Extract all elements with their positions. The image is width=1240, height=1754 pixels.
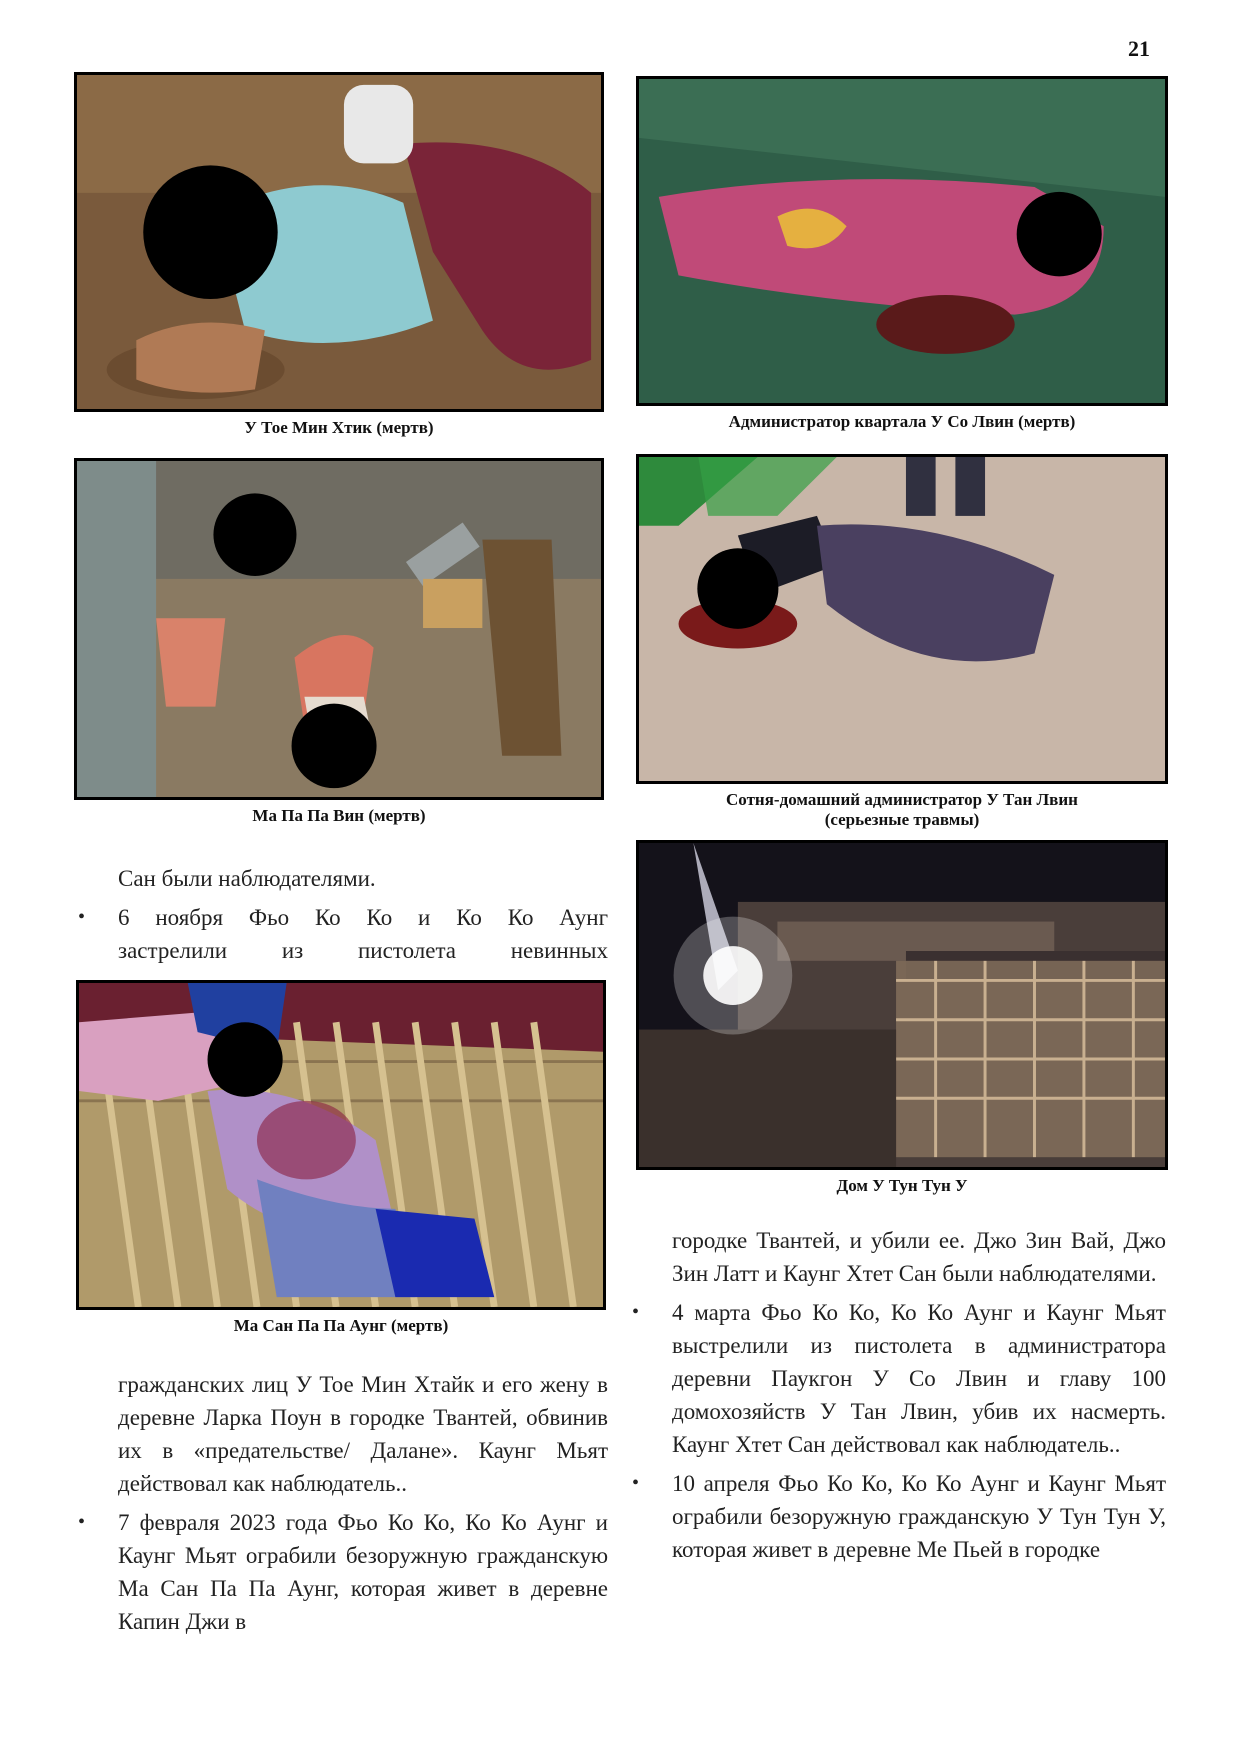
photo-ma-pa-pa-win <box>74 458 604 800</box>
bullet-symbol: • <box>632 1301 640 1323</box>
photo-u-than-lwin <box>636 454 1168 784</box>
bullet-symbol: • <box>78 1511 86 1533</box>
face-blur-circle <box>213 493 296 576</box>
paragraph-continuation: городке Твантей, и убили ее. Джо Зин Вай, Джо Зин Латт и Каунг Хтет Сан были наблюдателями. <box>672 1228 1166 1286</box>
bullet-item <box>632 1467 1166 1566</box>
right-text <box>632 1224 1166 1566</box>
face-blur-circle <box>208 1022 283 1097</box>
photo-u-toe-min-htik <box>74 72 604 412</box>
face-blur-circle <box>1017 192 1102 276</box>
page-number: 21 <box>1128 36 1150 61</box>
photo-ma-san-pa-pa-aung <box>76 980 606 1310</box>
caption-line: (серьезные травмы) <box>824 810 980 829</box>
face-blur-circle <box>292 704 377 788</box>
bullet-text: 10 апреля Фьо Ко Ко, Ко Ко Аунг и Каунг Мьят ограбили безоружную гражданскую У Тун Тун У, которая живет в деревне Ме Пьей в городке <box>672 1471 1166 1562</box>
left-text-bottom <box>78 1368 608 1638</box>
bullet-symbol: • <box>632 1472 640 1494</box>
bullet-item <box>78 901 608 967</box>
face-blur-circle <box>143 165 277 299</box>
face-blur-circle <box>697 548 778 629</box>
photo-caption <box>636 790 1168 830</box>
photo-caption: Дом У Тун Тун У <box>836 1176 968 1195</box>
left-text-top <box>78 862 608 967</box>
bullet-text: 7 февраля 2023 года Фьо Ко Ко, Ко Ко Аунг и Каунг Мьят ограбили безоружную гражданскую Ма Сан Па Па Аунг, которая живет в деревне Капин Джи в <box>118 1510 608 1634</box>
bullet-item <box>78 1506 608 1638</box>
bullet-text: 6 ноября Фьо Ко Ко и Ко Ко Аунг <box>118 905 608 930</box>
bullet-symbol: • <box>78 906 86 928</box>
photo-caption: Ма Па Па Вин (мертв) <box>252 806 426 825</box>
bullet-text: 4 марта Фьо Ко Ко, Ко Ко Аунг и Каунг Мьят выстрелили из пистолета в администратора деревни Паукгон У Со Лвин и главу 100 домохозяйств У Тан Лвин, убив их насмерть. Каунг Хтет Сан действовал как наблюдатель.. <box>672 1300 1166 1457</box>
bullet-text: застрелили из пистолета невинных <box>118 938 608 963</box>
photo-u-so-lwin <box>636 76 1168 406</box>
photo-caption: Ма Сан Па Па Аунг (мертв) <box>233 1316 449 1335</box>
paragraph-continuation: гражданских лиц У Тое Мин Хтайк и его жену в деревне Ларка Поун в городке Твантей, обвинив их в «предательстве/ Далане». Каунг Мьят действовал как наблюдатель.. <box>118 1372 608 1496</box>
photo-caption: Администратор квартала У Со Лвин (мертв) <box>728 412 1076 431</box>
photo-caption: У Тое Мин Хтик (мертв) <box>244 418 434 437</box>
bullet-item <box>632 1296 1166 1461</box>
caption-line: Сотня-домашний администратор У Тан Лвин <box>726 790 1078 809</box>
paragraph-continuation: Сан были наблюдателями. <box>118 866 376 891</box>
photo-u-tun-tun-oo-house <box>636 840 1168 1170</box>
